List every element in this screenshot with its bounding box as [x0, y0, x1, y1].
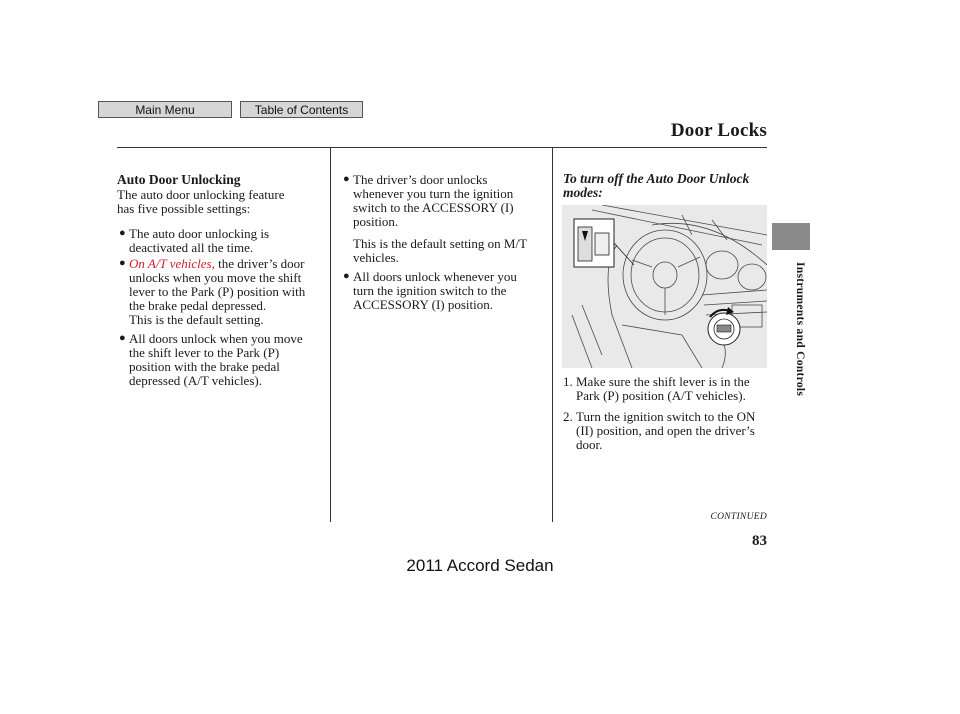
header-rule — [117, 147, 767, 148]
chapter-side-label: Instruments and Controls — [794, 262, 806, 397]
at-vehicles-link[interactable]: On A/T vehicles, — [129, 256, 215, 271]
setting-2-line-1 — [129, 256, 304, 271]
bullet-dot: ● — [119, 257, 126, 269]
setting-4-line-4: position. — [353, 214, 399, 229]
column-divider-1 — [330, 148, 331, 522]
auto-door-unlocking-heading: Auto Door Unlocking — [117, 172, 241, 187]
footer-title: 2011 Accord Sedan — [406, 556, 554, 575]
table-of-contents-button[interactable]: Table of Contents — [240, 101, 363, 118]
turn-off-heading-line-1: To turn off the Auto Door Unlock — [563, 171, 750, 186]
step-2-number: 2. — [563, 409, 573, 424]
bullet-dot: ● — [119, 227, 126, 239]
bullet-dot: ● — [343, 173, 350, 185]
setting-5-line-2: turn the ignition switch to the — [353, 283, 507, 298]
column-divider-2 — [552, 148, 553, 522]
setting-1-line-2: deactivated all the time. — [129, 240, 254, 255]
setting-2-line-4: the brake pedal depressed. — [129, 298, 267, 313]
setting-2-line-3: lever to the Park (P) position with — [129, 284, 306, 299]
step-2-line-2: (II) position, and open the driver’s — [576, 423, 755, 438]
setting-3-line-4: depressed (A/T vehicles). — [129, 373, 262, 388]
dashboard-drawing — [562, 205, 767, 368]
mt-default-line-2: vehicles. — [353, 250, 399, 265]
bullet-dot: ● — [343, 270, 350, 282]
step-1-number: 1. — [563, 374, 573, 389]
setting-5-line-3: ACCESSORY (I) position. — [353, 297, 494, 312]
section-title: Door Locks — [670, 120, 767, 141]
ignition-key-callout — [708, 307, 740, 345]
setting-3-line-3: position with the brake pedal — [129, 359, 280, 374]
setting-2-text: the driver’s door — [214, 256, 305, 271]
continued-label: CONTINUED — [710, 512, 767, 522]
main-menu-button[interactable]: Main Menu — [98, 101, 232, 118]
intro-line-1: The auto door unlocking feature — [117, 187, 285, 202]
turn-off-heading-line-2: modes: — [563, 185, 603, 200]
mt-default-line-1: This is the default setting on M/T — [353, 236, 528, 251]
setting-4-line-1: The driver’s door unlocks — [353, 172, 488, 187]
page-number: 83 — [752, 533, 767, 549]
setting-4-line-2: whenever you turn the ignition — [353, 186, 514, 201]
setting-3-line-2: the shift lever to the Park (P) — [129, 345, 280, 360]
setting-4-line-3: switch to the ACCESSORY (I) — [353, 200, 514, 215]
setting-1-line-1: The auto door unlocking is — [129, 226, 270, 241]
step-2-line-3: door. — [576, 437, 603, 452]
setting-2-line-5: This is the default setting. — [129, 312, 264, 327]
dashboard-illustration — [562, 205, 767, 368]
intro-line-2: has five possible settings: — [117, 201, 251, 216]
bullet-dot: ● — [119, 332, 126, 344]
step-2-line-1: Turn the ignition switch to the ON — [576, 409, 756, 424]
step-1-line-1: Make sure the shift lever is in the — [576, 374, 750, 389]
setting-2-line-2: unlocks when you move the shift — [129, 270, 302, 285]
setting-3-line-1: All doors unlock when you move — [129, 331, 303, 346]
setting-5-line-1: All doors unlock whenever you — [353, 269, 517, 284]
chapter-tab-marker — [772, 223, 810, 250]
step-1-line-2: Park (P) position (A/T vehicles). — [576, 388, 746, 403]
